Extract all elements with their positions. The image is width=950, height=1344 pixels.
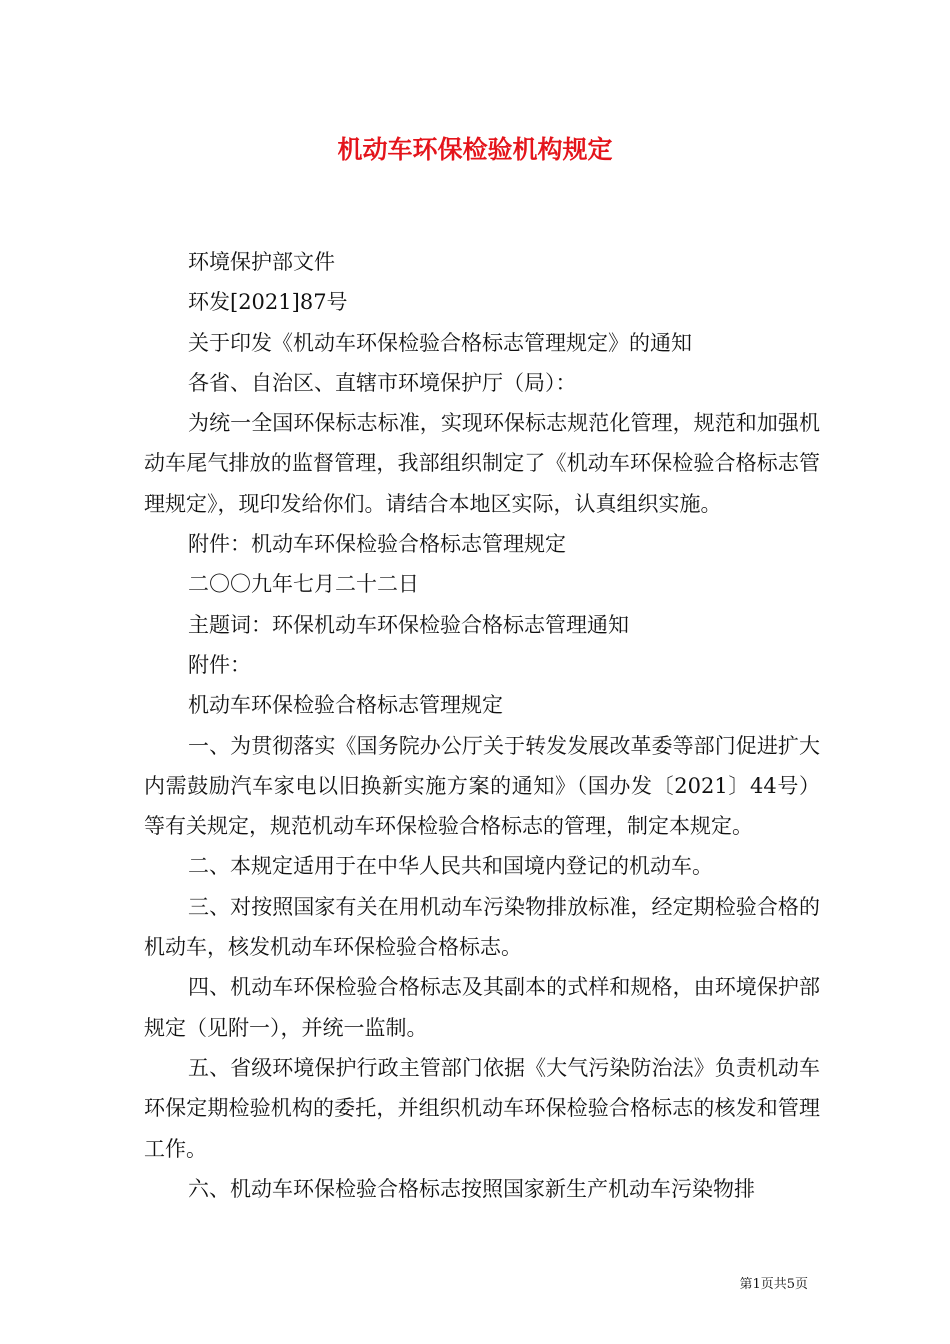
paragraph-intro: 为统一全国环保标志标准，实现环保标志规范化管理，规范和加强机动车尾气排放的监督管理，我部组织制定了《机动车环保检验合格标志管理规定》，现印发给你们。请结合本地区实际，认真组织实施。: [144, 411, 820, 516]
paragraph-attachment-title: 机动车环保检验合格标志管理规定: [188, 693, 503, 718]
paragraph-article-4: 四、机动车环保检验合格标志及其副本的式样和规格，由环境保护部规定（见附一），并统一监制。: [144, 975, 820, 1040]
paragraph-notice-title: 关于印发《机动车环保检验合格标志管理规定》的通知: [188, 330, 692, 355]
document-title: 机动车环保检验机构规定: [337, 135, 613, 164]
paragraph-recipients: 各省、自治区、直辖市环境保护厅（局）：: [188, 370, 577, 395]
paragraph-article-2: 二、本规定适用于在中华人民共和国境内登记的机动车。: [188, 854, 713, 879]
paragraph-article-5: 五、省级环境保护行政主管部门依据《大气污染防治法》负责机动车环保定期检验机构的委托，并组织机动车环保检验合格标志的核发和管理工作。: [144, 1055, 820, 1161]
document-body: [144, 242, 820, 1209]
paragraph-issuer: 环境保护部文件: [188, 250, 335, 274]
paragraph-attachment-note: 附件：机动车环保检验合格标志管理规定: [188, 532, 566, 557]
paragraph-article-1: 一、为贯彻落实《国务院办公厅关于转发发展改革委等部门促进扩大内需鼓励汽车家电以旧换新实施方案的通知》（国办发〔2021〕44号）等有关规定，规范机动车环保检验合格标志的管理，制定本规定。: [144, 733, 820, 839]
paragraph-date: 二〇〇九年七月二十二日: [188, 572, 419, 597]
paragraph-doc-number: 环发[2021]87号: [188, 290, 348, 315]
paragraph-article-3: 三、对按照国家有关在用机动车污染物排放标准，经定期检验合格的机动车，核发机动车环保检验合格标志。: [144, 894, 820, 960]
page-number: 第1页共5页: [739, 1277, 808, 1292]
paragraph-article-6: 六、机动车环保检验合格标志按照国家新生产机动车污染物排: [188, 1176, 755, 1201]
paragraph-keywords: 主题词：环保机动车环保检验合格标志管理通知: [188, 612, 629, 637]
paragraph-attachment-label: 附件：: [188, 652, 251, 677]
